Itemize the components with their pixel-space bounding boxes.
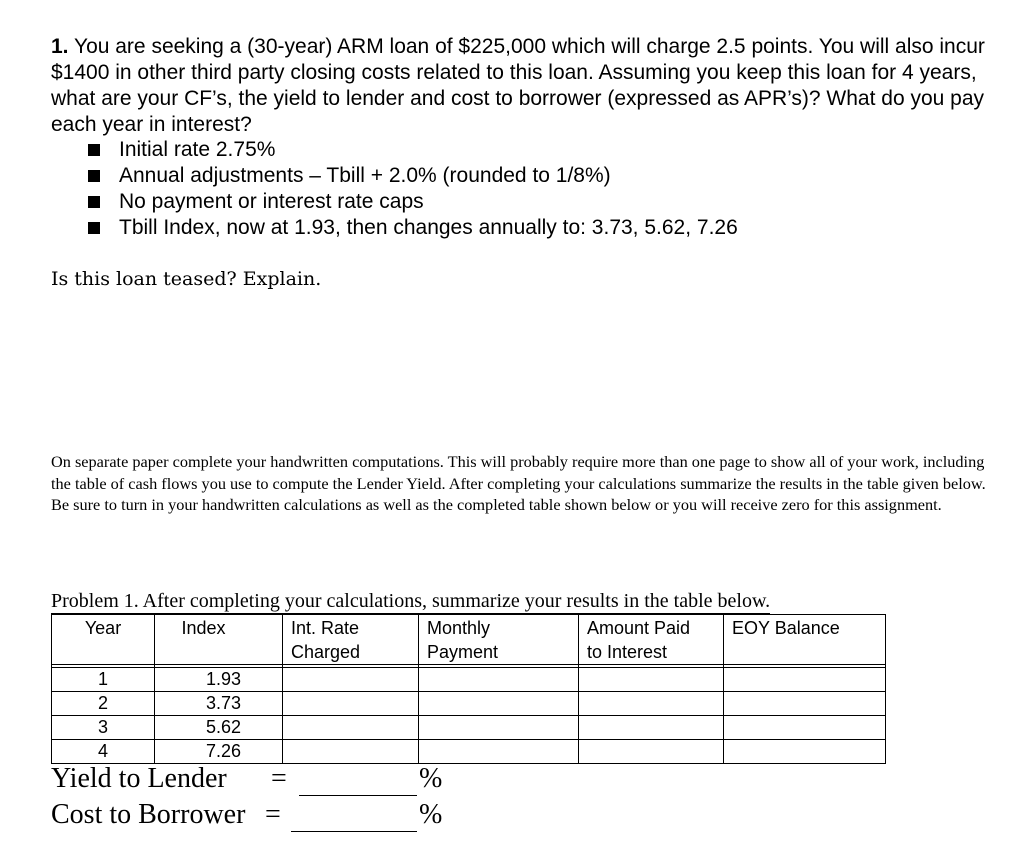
interest-cell[interactable] bbox=[579, 740, 724, 764]
instructions: On separate paper complete your handwritten computations. This will probably require more than one page to show all of your work, including the table of cash flows you use to compute the Lender Yield. After completing your calculations summarize the results in the table given below. Be sure to turn in your handwritten calculations as well as the completed table shown below or you will receive zero for this assignment. bbox=[51, 452, 986, 514]
table-row bbox=[52, 668, 886, 692]
assumption-item: Tbill Index, now at 1.93, then changes annually to: 3.73, 5.62, 7.26 bbox=[88, 215, 738, 241]
yield-label: Yield to Lender bbox=[51, 763, 227, 794]
year-cell: 4 bbox=[52, 740, 155, 764]
interest-cell[interactable] bbox=[579, 668, 724, 692]
interest-cell[interactable] bbox=[579, 716, 724, 740]
question-text bbox=[51, 34, 1001, 138]
yield-to-lender-line bbox=[51, 763, 443, 795]
percent-sign: % bbox=[419, 763, 443, 794]
index-cell: 5.62 bbox=[155, 716, 283, 740]
balance-cell[interactable] bbox=[724, 716, 886, 740]
question-body: You are seeking a (30-year) ARM loan of $225,000 which will charge 2.5 points. You will also incur $1400 in other third party closing costs related to this loan. Assuming you keep this loan for 4 years, what are your CF’s, the yield to lender and cost to borrower (expressed as APR’s)? What do you pay each year in interest? bbox=[51, 35, 985, 136]
assumption-list bbox=[88, 137, 738, 241]
header-index: Index bbox=[155, 615, 283, 665]
balance-cell[interactable] bbox=[724, 668, 886, 692]
question-number: 1. bbox=[51, 35, 69, 58]
teased-question: Is this loan teased? Explain. bbox=[51, 268, 322, 290]
balance-cell[interactable] bbox=[724, 692, 886, 716]
table-row bbox=[52, 692, 886, 716]
header-rate: Int. Rate Charged bbox=[283, 615, 419, 665]
payment-cell[interactable] bbox=[419, 740, 579, 764]
square-bullet-icon bbox=[88, 170, 100, 182]
index-cell: 3.73 bbox=[155, 692, 283, 716]
index-cell: 1.93 bbox=[155, 668, 283, 692]
balance-cell[interactable] bbox=[724, 740, 886, 764]
cost-blank[interactable] bbox=[291, 831, 417, 832]
percent-sign: % bbox=[419, 799, 443, 830]
table-header-row bbox=[52, 615, 886, 665]
payment-cell[interactable] bbox=[419, 716, 579, 740]
yield-blank[interactable] bbox=[299, 795, 417, 796]
assumption-item: Annual adjustments – Tbill + 2.0% (rounded to 1/8%) bbox=[88, 163, 738, 189]
assumption-item: No payment or interest rate caps bbox=[88, 189, 738, 215]
index-cell: 7.26 bbox=[155, 740, 283, 764]
assumption-item: Initial rate 2.75% bbox=[88, 137, 738, 163]
cost-to-borrower-line bbox=[51, 799, 443, 831]
cost-label: Cost to Borrower bbox=[51, 799, 246, 830]
equals-sign: = bbox=[265, 799, 281, 830]
table-row bbox=[52, 740, 886, 764]
year-cell: 1 bbox=[52, 668, 155, 692]
payment-cell[interactable] bbox=[419, 692, 579, 716]
year-cell: 2 bbox=[52, 692, 155, 716]
square-bullet-icon bbox=[88, 144, 100, 156]
payment-cell[interactable] bbox=[419, 668, 579, 692]
header-payment: Monthly Payment bbox=[419, 615, 579, 665]
rate-cell[interactable] bbox=[283, 692, 419, 716]
year-cell: 3 bbox=[52, 716, 155, 740]
rate-cell[interactable] bbox=[283, 716, 419, 740]
equals-sign: = bbox=[271, 763, 287, 794]
rate-cell[interactable] bbox=[283, 740, 419, 764]
square-bullet-icon bbox=[88, 222, 100, 234]
rate-cell[interactable] bbox=[283, 668, 419, 692]
header-year: Year bbox=[52, 615, 155, 665]
table-row bbox=[52, 716, 886, 740]
summary-table bbox=[51, 614, 886, 764]
header-interest: Amount Paid to Interest bbox=[579, 615, 724, 665]
square-bullet-icon bbox=[88, 196, 100, 208]
header-balance: EOY Balance bbox=[724, 615, 886, 665]
problem-title: Problem 1. After completing your calculations, summarize your results in the table below. bbox=[51, 590, 771, 612]
interest-cell[interactable] bbox=[579, 692, 724, 716]
